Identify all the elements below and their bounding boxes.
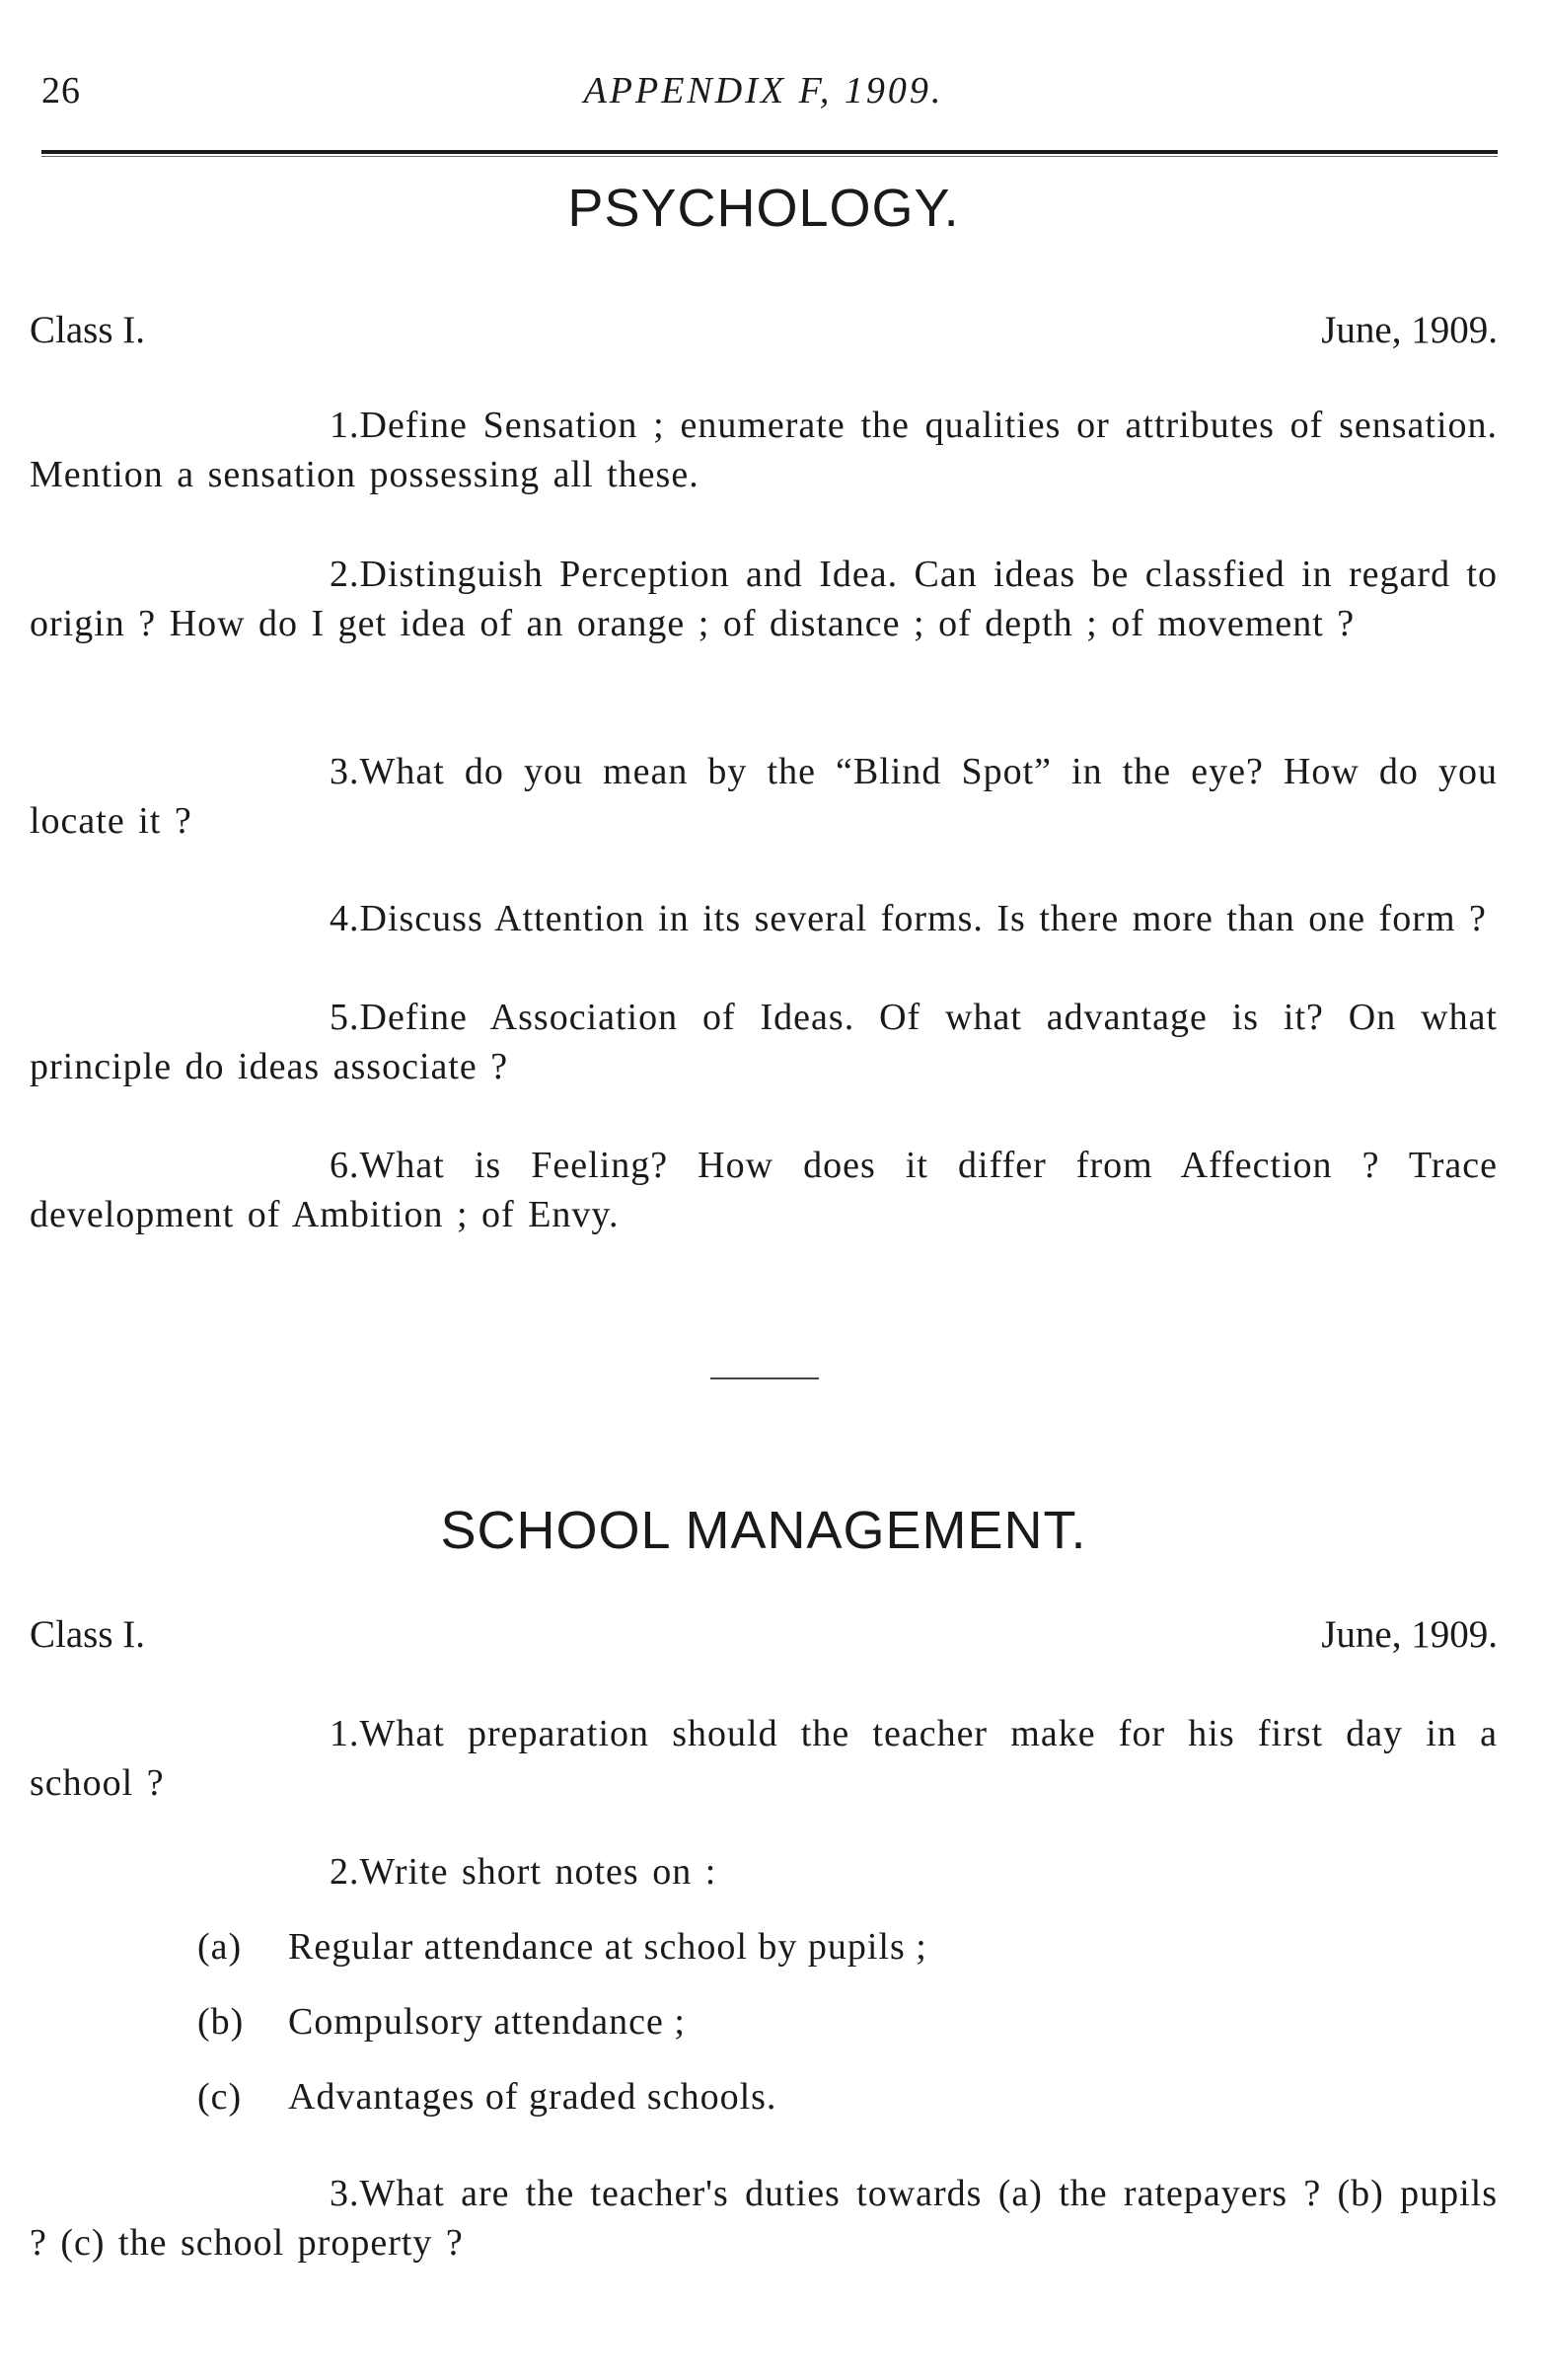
sub-item-text: Regular attendance at school by pupils ;	[288, 1926, 927, 1968]
psychology-class-row	[30, 308, 1498, 357]
school-management-class-label: Class I.	[30, 1613, 145, 1656]
sub-item-c	[197, 2072, 776, 2121]
running-head	[30, 69, 1498, 128]
question-text: What is Feeling? How does it differ from Affection ? Trace development of Ambition ; of Envy.	[30, 1145, 1498, 1235]
question-text: What preparation should the teacher make for his first day in a school ?	[30, 1713, 1498, 1804]
question-text: What are the teacher's duties towards (a) the ratepayers ? (b) pupils ? (c) the school property ?	[30, 2173, 1498, 2264]
school-management-question-2	[30, 1847, 1498, 1897]
psychology-question-3	[30, 747, 1498, 846]
school-management-date: June, 1909.	[1321, 1613, 1498, 1656]
school-management-title: SCHOOL MANAGEMENT.	[440, 1501, 1087, 1560]
school-management-class-row	[30, 1612, 1498, 1662]
psychology-date: June, 1909.	[1321, 309, 1498, 351]
psychology-question-2	[30, 550, 1498, 648]
page-number: 26	[41, 70, 81, 112]
section-divider	[710, 1377, 819, 1379]
sub-item-mark: (c)	[197, 2076, 243, 2118]
sub-item-a	[197, 1922, 927, 1971]
question-number: 1.	[330, 1713, 360, 1754]
question-number: 4.	[330, 898, 360, 939]
question-text: Define Sensation ; enumerate the qualities or attributes of sensation. Mention a sensation possessing all these.	[30, 405, 1498, 495]
sub-item-mark: (b)	[197, 2001, 245, 2043]
header-rule	[41, 150, 1498, 157]
sub-item-mark: (a)	[197, 1926, 243, 1968]
psychology-question-5	[30, 993, 1498, 1091]
school-management-question-3	[30, 2169, 1498, 2268]
question-number: 2.	[330, 554, 360, 595]
page	[30, 0, 1498, 2380]
psychology-question-6	[30, 1141, 1498, 1239]
question-number: 2.	[330, 1851, 360, 1893]
question-number: 3.	[330, 2173, 360, 2214]
sub-item-text: Advantages of graded schools.	[288, 2076, 777, 2118]
question-number: 6.	[330, 1145, 360, 1186]
psychology-question-4	[30, 894, 1498, 943]
school-management-question-1	[30, 1709, 1498, 1808]
sub-item-text: Compulsory attendance ;	[288, 2001, 686, 2043]
psychology-class-label: Class I.	[30, 309, 145, 351]
psychology-question-1	[30, 401, 1498, 499]
question-text: Define Association of Ideas. Of what advantage is it? On what principle do ideas associate ?	[30, 997, 1498, 1087]
sub-item-b	[197, 1997, 686, 2046]
question-text: Discuss Attention in its several forms. Is there more than one form ?	[359, 898, 1487, 939]
question-text: What do you mean by the “Blind Spot” in the eye? How do you locate it ?	[30, 751, 1498, 842]
question-number: 1.	[330, 405, 360, 446]
question-number: 5.	[330, 997, 360, 1038]
running-title: APPENDIX F, 1909.	[583, 70, 944, 112]
psychology-title: PSYCHOLOGY.	[567, 179, 960, 238]
question-text: Write short notes on :	[359, 1851, 717, 1893]
question-number: 3.	[330, 751, 360, 792]
question-text: Distinguish Perception and Idea. Can ideas be classfied in regard to origin ? How do I get idea of an orange ; of distance ; of depth ; of movement ?	[30, 554, 1498, 644]
